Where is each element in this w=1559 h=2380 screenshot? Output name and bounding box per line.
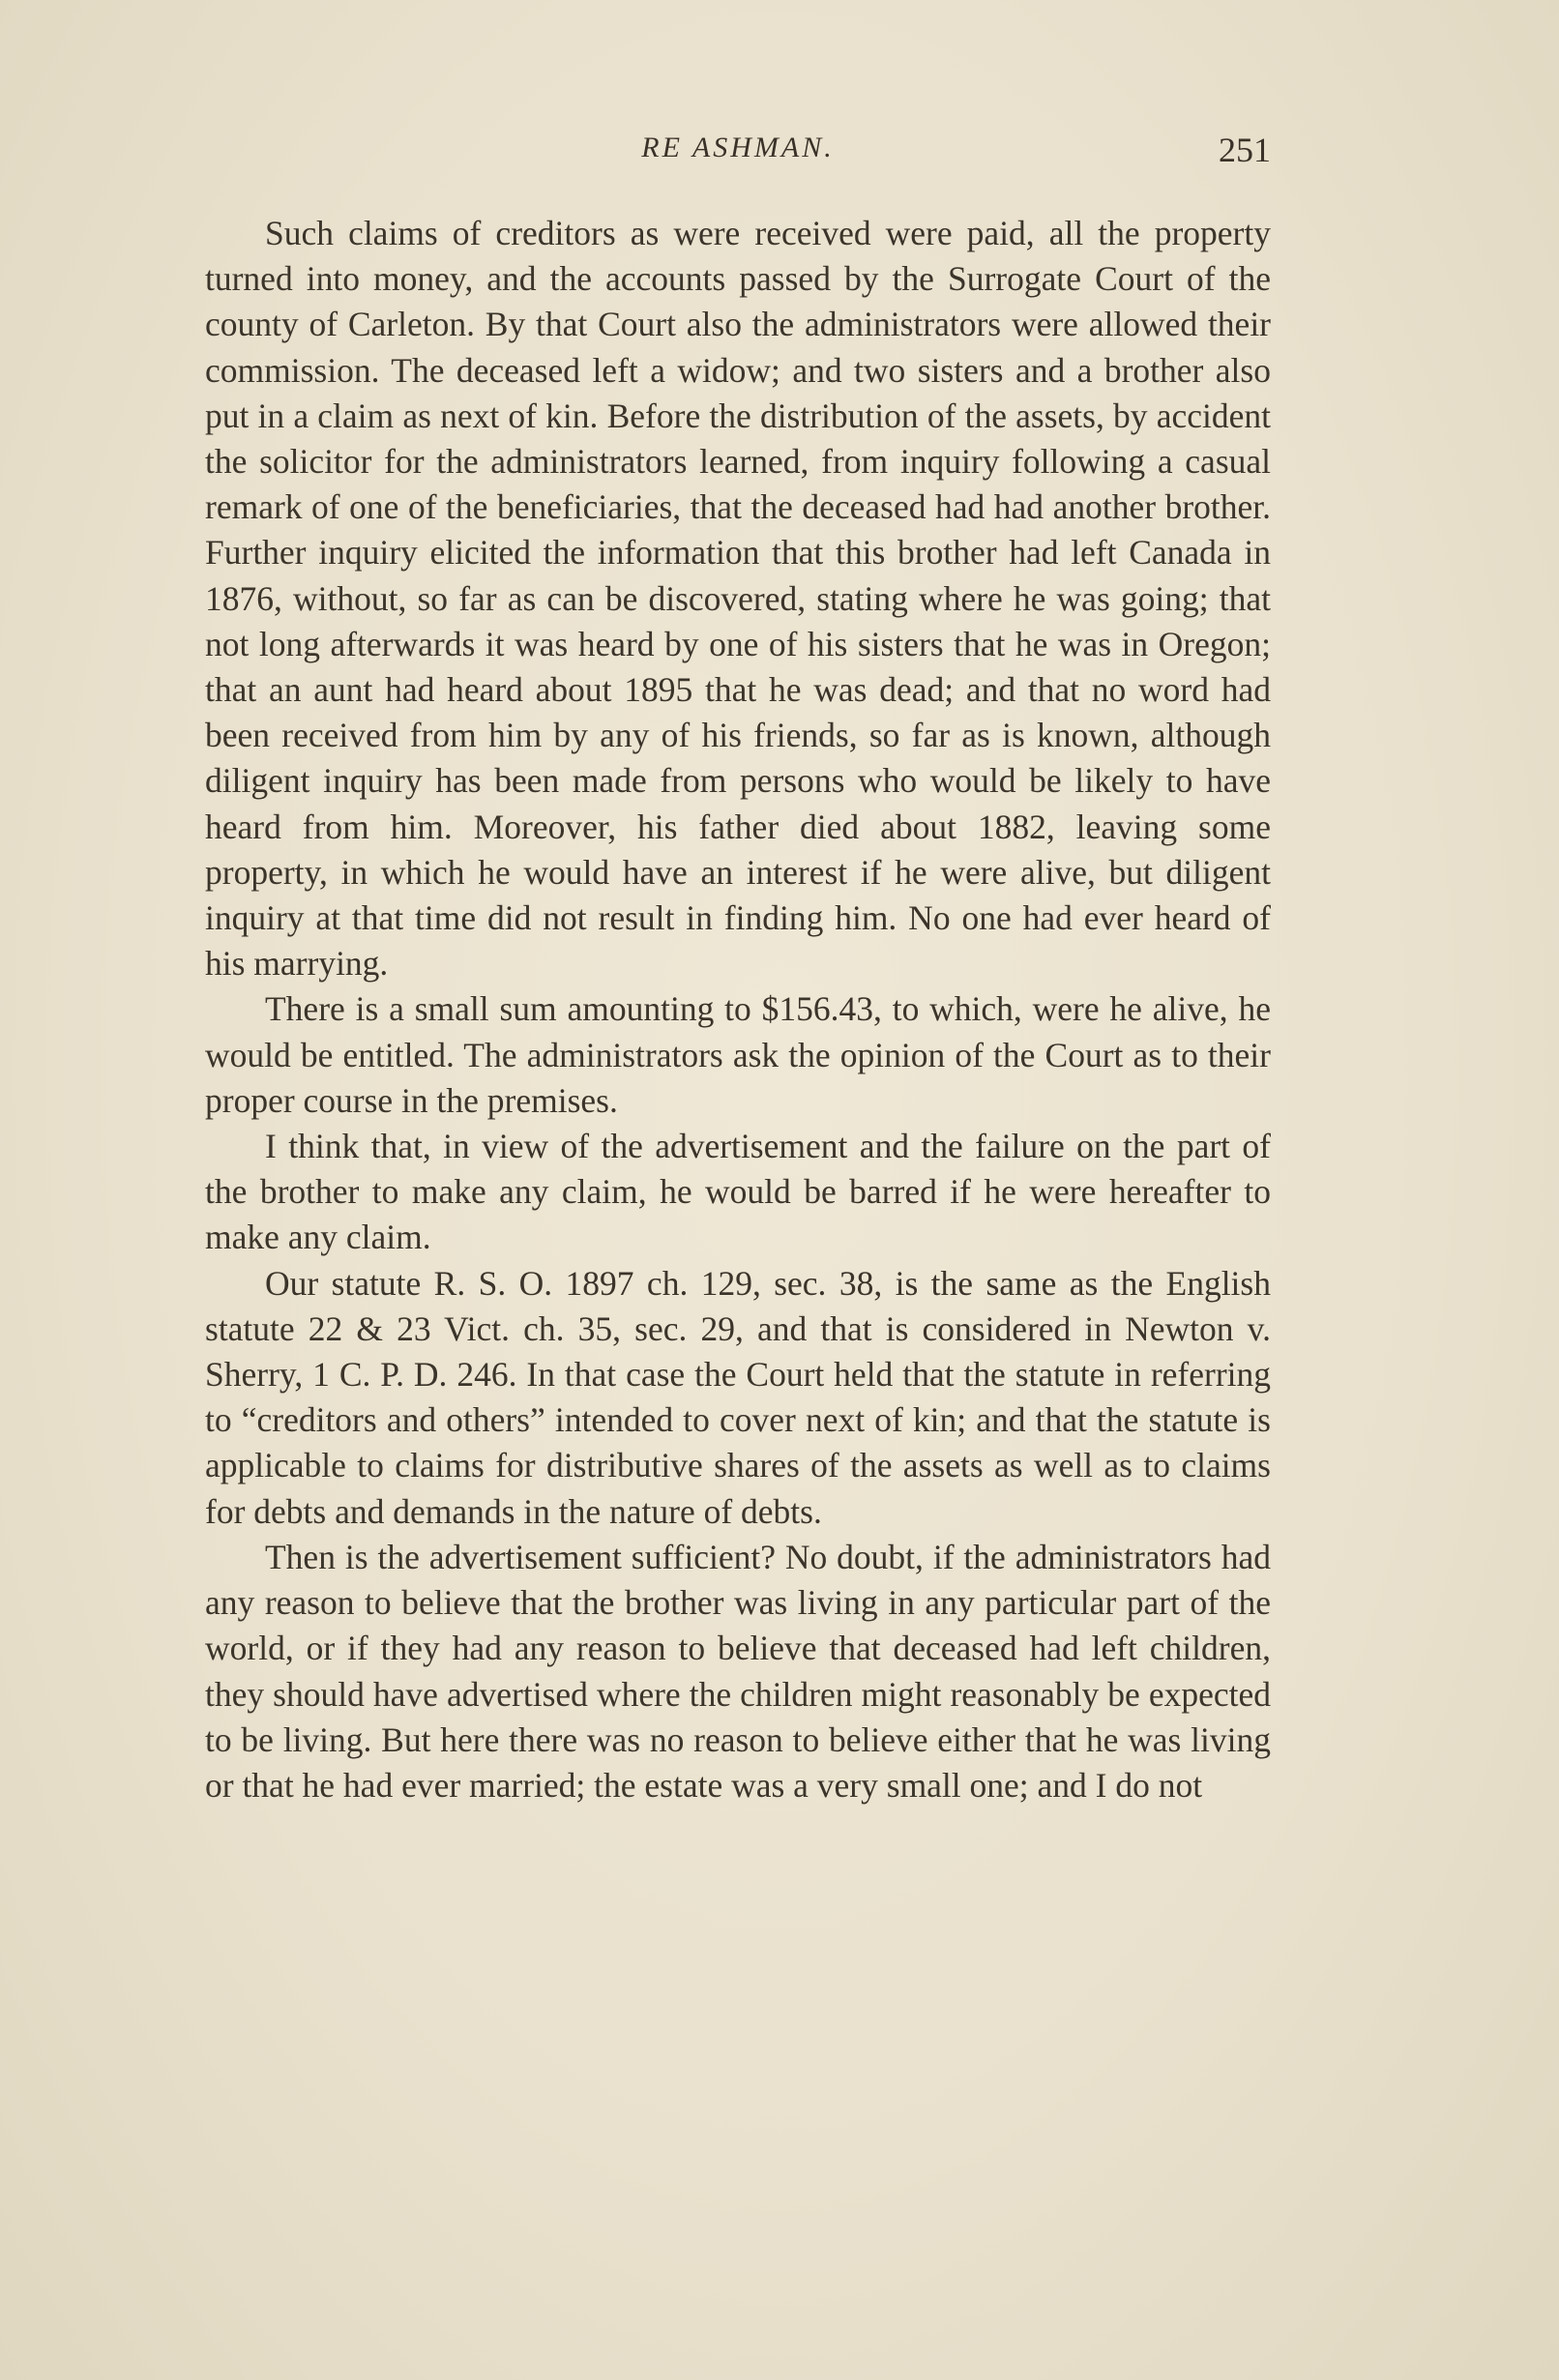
paragraph-5: Then is the advertisement sufficient? No doubt, if the administrators had any reason to believe that the brother was living in any particular part of the world, or if they had any reason to believe that deceased had left children, they should have advertised where the children might reasonably be expected to be living. But here there was no reason to believe either that he was living or that he had ever married; the estate was a very small one; and I do not bbox=[205, 1537, 1271, 1805]
page-number: 251 bbox=[1219, 131, 1271, 169]
paragraph-2: There is a small sum amounting to $156.43, to which, were he alive, he would be entitled. The administrators ask the opinion of the Court as to their proper course in the premises. bbox=[205, 989, 1271, 1120]
paragraph-3: I think that, in view of the advertisement and the failure on the part of the brother to make any claim, he would be barred if he were hereafter to make any claim. bbox=[205, 1127, 1271, 1257]
paragraph-1: Such claims of creditors as were received were paid, all the property turned into money, and the accounts passed by the Surrogate Court of the county of Carleton. By that Court also the administrators were allowed their commission. The deceased left a widow; and two sisters and a brother also put in a claim as next of kin. Before the distribution of the assets, by accident the solicitor for the administrators learned, from inquiry following a casual remark of one of the beneficiaries, that the deceased had had another brother. Further inquiry elicited the information that this brother had left Canada in 1876, without, so far as can be discovered, stating where he was going; that not long afterwards it was heard by one of his sisters that he was in Oregon; that an aunt had heard about 1895 that he was dead; and that no word had been received from him by any of his friends, so far as is known, although diligent inquiry has been made from persons who would be likely to have heard from him. Moreover, his father died about 1882, leaving some property, in which he would have an interest if he were alive, but diligent inquiry at that time did not result in finding him. No one had ever heard of his marrying. bbox=[205, 214, 1271, 984]
body-text bbox=[205, 211, 1271, 1808]
page-header bbox=[205, 124, 1271, 182]
paragraph-4: Our statute R. S. O. 1897 ch. 129, sec. 38, is the same as the English statute 22 & 23 Vict. ch. 35, sec. 29, and that is considered in Newton v. Sherry, 1 C. P. D. 246. In that case the Court held that the statute in referring to “creditors and others” intended to cover next of kin; and that the statute is applicable to claims for distributive shares of the assets as well as to claims for debts and demands in the nature of debts. bbox=[205, 1263, 1271, 1531]
running-title: RE ASHMAN. bbox=[641, 132, 835, 163]
